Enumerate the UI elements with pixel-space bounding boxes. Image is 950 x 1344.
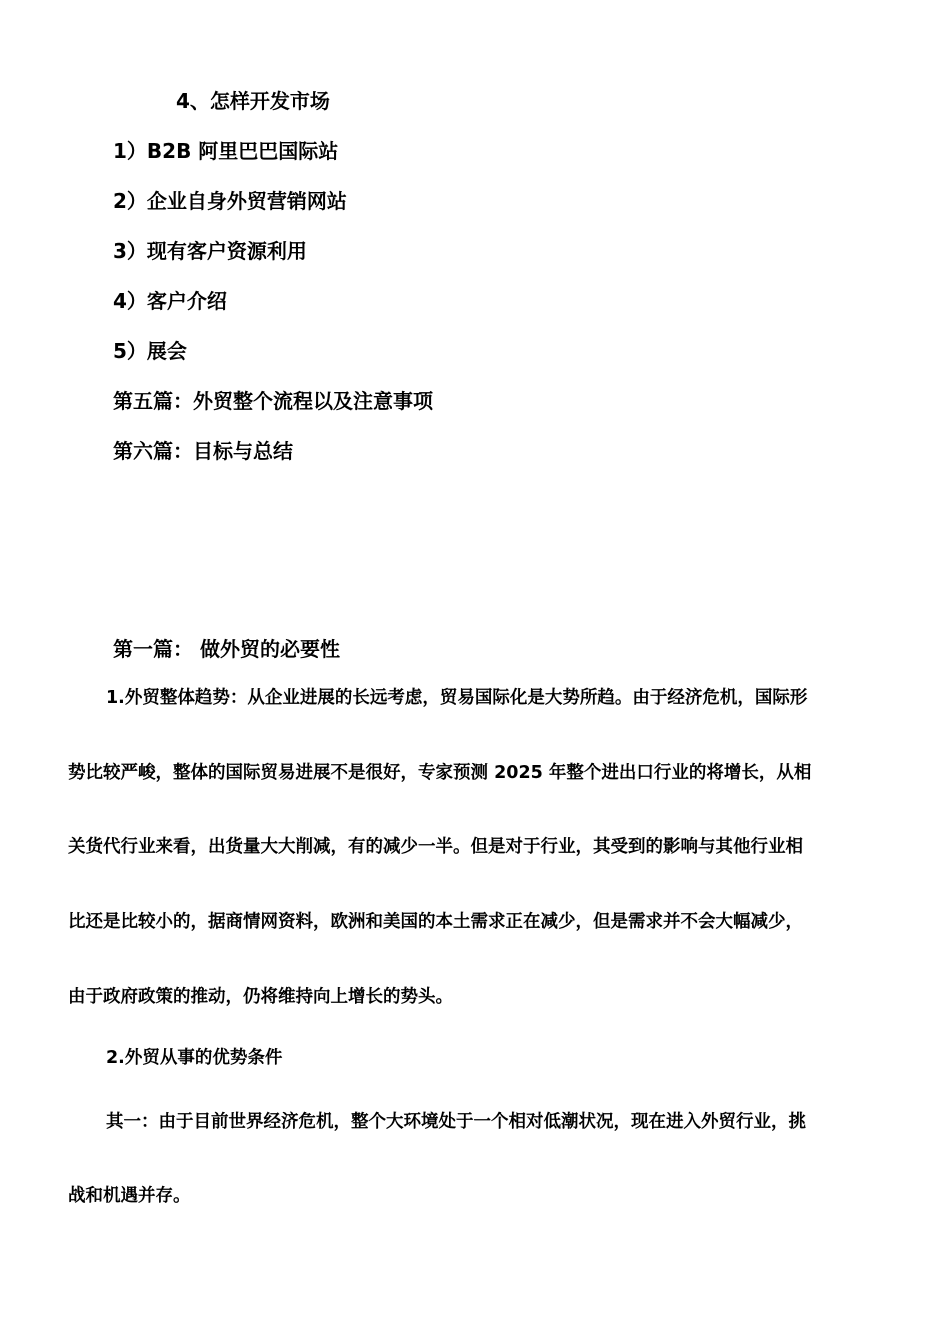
paragraph-line: 战和机遇并存。 [68,1186,191,1206]
toc-item: 3）现有客户资源利用 [113,239,307,263]
paragraph-line: 关货代行业来看，出货量大大削减，有的减少一半。但是对于行业，其受到的影响与其他行业相 [68,837,803,857]
paragraph-line: 比还是比较小的，据商情网资料，欧洲和美国的本土需求正在减少，但是需求并不会大幅减少， [68,912,803,932]
paragraph-line: 势比较严峻，整体的国际贸易进展不是很好，专家预测 2025 年整个进出口行业的将增长，从相 [68,763,812,783]
toc-item: 1）B2B 阿里巴巴国际站 [113,139,339,163]
chapter-title: 第一篇： 做外贸的必要性 [113,637,340,661]
toc-chapter: 第六篇：目标与总结 [113,439,293,463]
toc-chapter: 第五篇：外贸整个流程以及注意事项 [113,389,433,413]
toc-item: 2）企业自身外贸营销网站 [113,189,347,213]
paragraph-line: 其一：由于目前世界经济危机，整个大环境处于一个相对低潮状况，现在进入外贸行业，挑 [106,1112,806,1132]
paragraph-line: 1.外贸整体趋势：从企业进展的长远考虑，贸易国际化是大势所趋。由于经济危机，国际形 [106,688,808,708]
subheading: 2.外贸从事的优势条件 [106,1048,283,1068]
toc-item: 5）展会 [113,339,187,363]
toc-heading: 4、怎样开发市场 [176,89,330,113]
toc-item: 4）客户介绍 [113,289,227,313]
paragraph-line: 由于政府政策的推动，仍将维持向上增长的势头。 [68,987,453,1007]
